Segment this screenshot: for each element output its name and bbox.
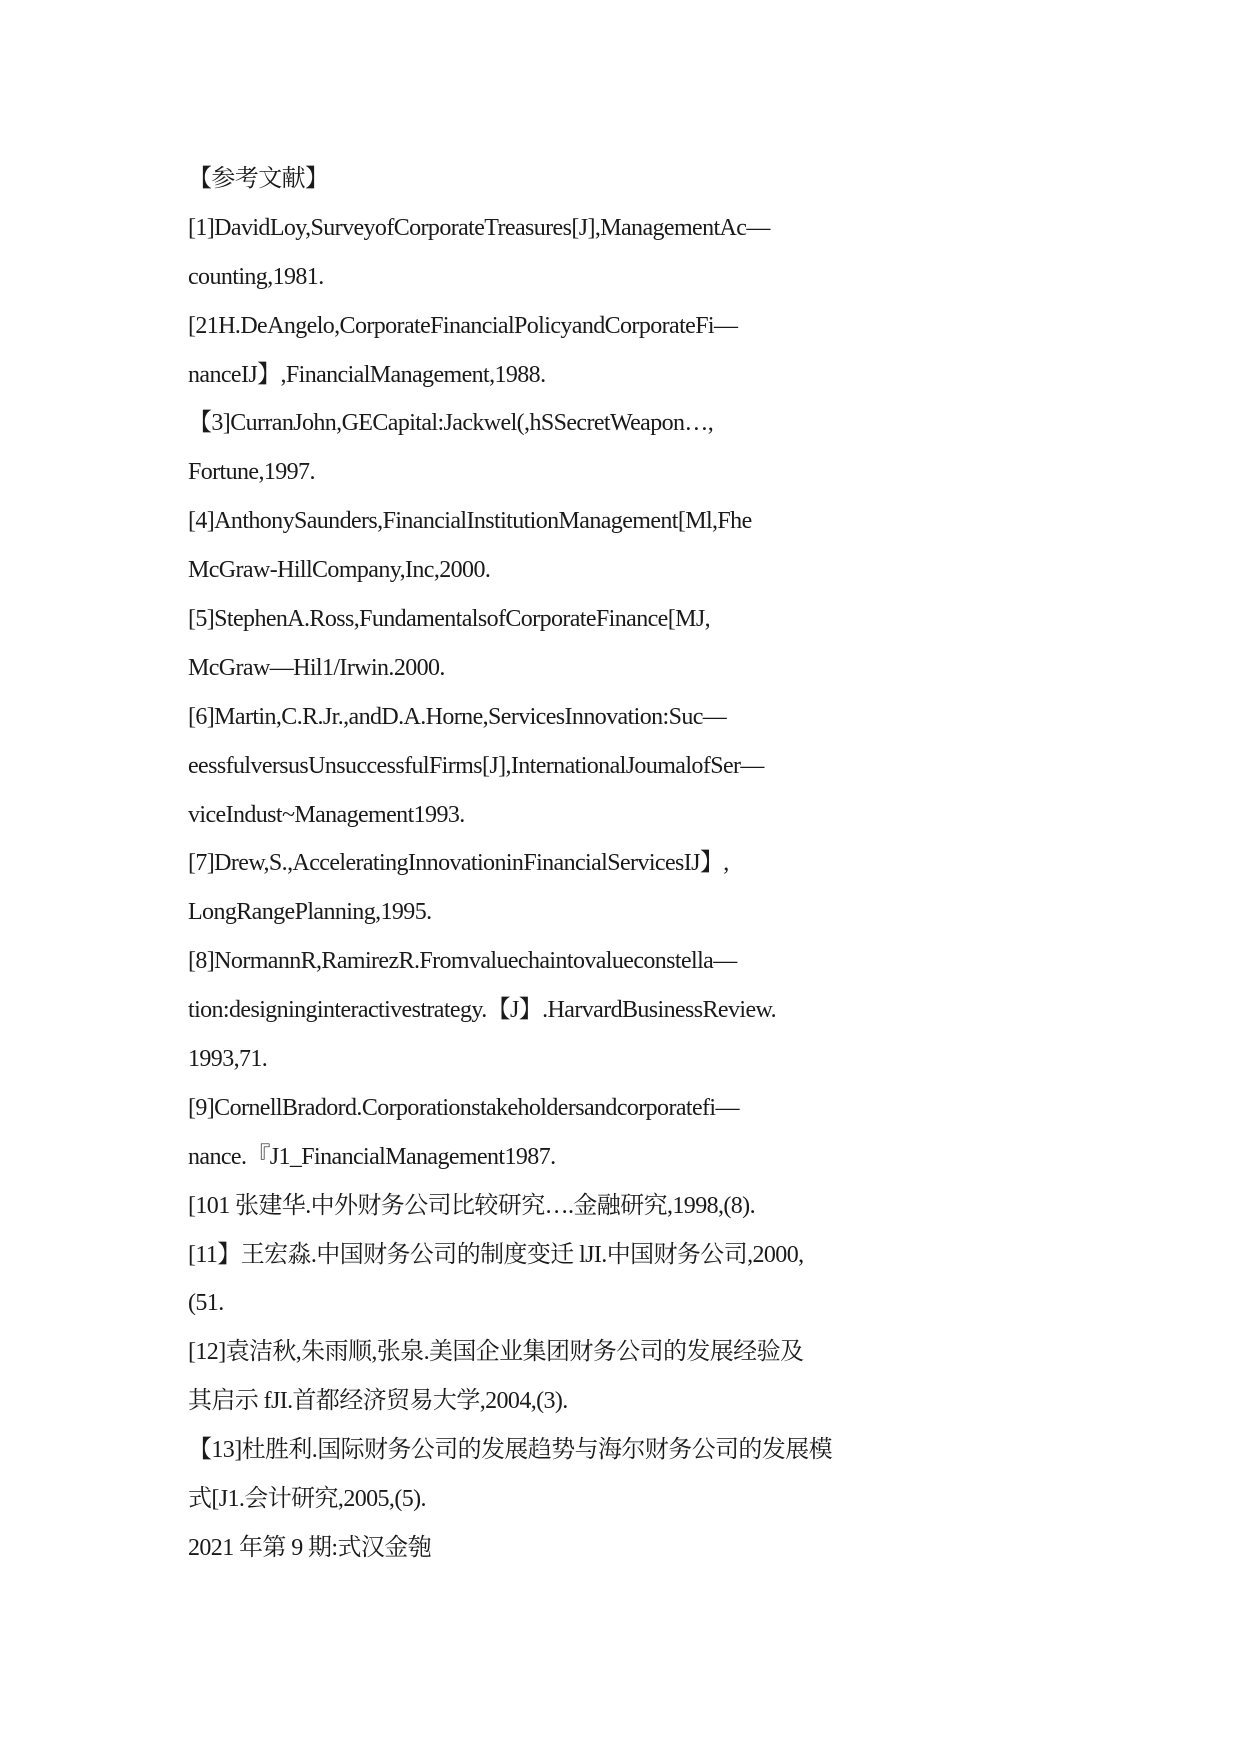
reference-line: [1]DavidLoy,SurveyofCorporateTreasures[J],ManagementAc— [188, 214, 770, 241]
reference-line: [101 张建华.中外财务公司比较研究….金融研究,1998,(8). [188, 1192, 755, 1219]
reference-line: viceIndust~Management1993. [188, 801, 465, 828]
reference-line: tion:designinginteractivestrategy.【J】.HarvardBusinessReview. [188, 997, 777, 1024]
references-heading: 【参考文献】 [188, 166, 329, 192]
reference-line: [4]AnthonySaunders,FinancialInstitutionManagement[Ml,Fhe [188, 508, 752, 535]
reference-line: [11】王宏淼.中国财务公司的制度变迁 lJI.中国财务公司,2000, [188, 1241, 804, 1268]
reference-line: Fortune,1997. [188, 459, 315, 486]
reference-line: 1993,71. [188, 1046, 268, 1073]
reference-line: LongRangePlanning,1995. [188, 899, 432, 926]
reference-line: [5]StephenA.Ross,FundamentalsofCorporateFinance[MJ, [188, 606, 710, 633]
reference-list [188, 155, 1068, 1573]
reference-line: (51. [188, 1290, 224, 1317]
reference-line: 其启示 fJI.首都经济贸易大学,2004,(3). [188, 1388, 568, 1415]
reference-line: [6]Martin,C.R.Jr.,andD.A.Horne,ServicesInnovation:Suc— [188, 703, 727, 730]
reference-line: eessfulversusUnsuccessfulFirms[J],InternationalJoumalofSer— [188, 752, 764, 779]
reference-line: nanceIJ】,FinancialManagement,1988. [188, 361, 546, 388]
reference-line: [7]Drew,S.,AcceleratingInnovationinFinancialServicesIJ】, [188, 850, 729, 877]
reference-line: [21H.DeAngelo,CorporateFinancialPolicyandCorporateFi— [188, 312, 738, 339]
reference-line: McGraw-HillCompany,Inc,2000. [188, 557, 491, 584]
reference-line: 式[J1.会计研究,2005,(5). [188, 1486, 426, 1513]
reference-line: [8]NormannR,RamirezR.Fromvaluechaintovalueconstella— [188, 948, 737, 975]
reference-line: 【13]杜胜利.国际财务公司的发展趋势与海尔财务公司的发展模 [188, 1437, 832, 1464]
reference-line: McGraw—Hil1/Irwin.2000. [188, 654, 445, 681]
reference-line: 【3]CurranJohn,GECapital:Jackwel(,hSSecretWeapon…, [188, 410, 714, 437]
journal-issue-line: 2021 年第 9 期:式汉金匏 [188, 1534, 432, 1561]
reference-line: [9]CornellBradord.Corporationstakeholdersandcorporatefi— [188, 1094, 739, 1121]
reference-line: [12]袁洁秋,朱雨顺,张泉.美国企业集团财务公司的发展经验及 [188, 1339, 804, 1366]
reference-line: counting,1981. [188, 263, 324, 290]
reference-line: nance.『J1_FinancialManagement1987. [188, 1143, 556, 1170]
